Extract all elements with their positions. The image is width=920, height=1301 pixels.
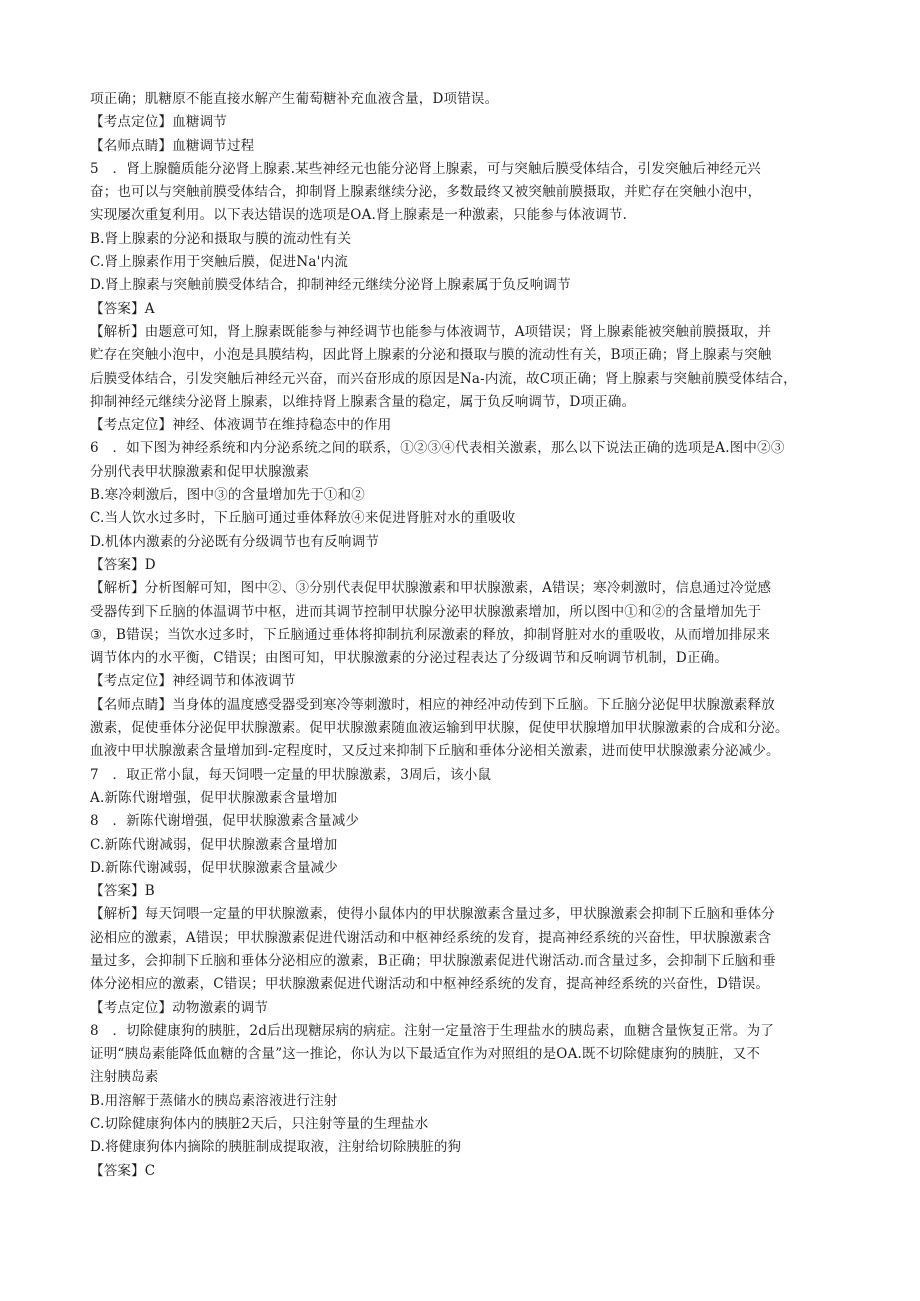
text-line: 调节体内的水平衡，C错误；由图可知，甲状腺激素的分泌过程表达了分级调节和反响调节机制，D正确。 — [90, 650, 729, 667]
text-line: 【解析】由题意可知，肾上腺素既能参与神经调节也能参与体液调节，A项错误；肾上腺素能被突触前膜摄取，并 — [90, 323, 772, 340]
text-line: D.将健康狗体内摘除的胰脏制成提取液，注射给切除胰脏的狗 — [90, 1139, 462, 1156]
text-line: 【答案】B — [90, 883, 155, 900]
text-line: D.新陈代谢减弱，促甲状腺激素含量减少 — [90, 859, 338, 876]
text-line: 受器传到下丘脑的体温调节中枢，进而其调节控制甲状腺分泌甲状腺激素增加，所以图中①和②的含量增加先于 — [90, 603, 762, 620]
text-line: C.当人饮水过多时，下丘脑可通过垂体释放④来促进肾脏对水的重吸收 — [90, 510, 516, 527]
text-line: A.新陈代谢增强，促甲状腺激素含量增加 — [90, 789, 338, 806]
text-line: D.机体内激素的分泌既有分级调节也有反响调节 — [90, 533, 380, 550]
text-line: 【考点定位】神经调节和体液调节 — [90, 673, 296, 690]
text-line: 后膜受体结合，引发突触后神经元兴奋，而兴奋形成的原因是Na-内流，故C项正确；肾上腺素与突触前膜受体结合， — [90, 370, 797, 387]
text-line: 【考点定位】血糖调节 — [90, 114, 227, 131]
text-line: 注射胰岛素 — [90, 1069, 159, 1086]
text-line: 【名师点睛】血糖调节过程 — [90, 137, 255, 154]
text-line: 分别代表甲状腺激素和促甲状腺激素 — [90, 463, 310, 480]
text-line: 【答案】A — [90, 300, 155, 317]
text-line: 【名师点睛】当身体的温度感受器受到寒冷等刺激时，相应的神经冲动传到下丘脑。下丘脑分泌促甲状腺激素释放 — [90, 696, 775, 713]
text-line: 8 ．切除健康狗的胰脏，2d后出现糖尿病的病症。注射一定量溶于生理盐水的胰岛素，血糖含量恢复正常。为了 — [90, 1022, 775, 1039]
text-line: 奋；也可以与突触前膜受体结合，抑制肾上腺素继续分泌，多数最终又被突触前膜摄取，并贮存在突触小泡中， — [90, 184, 762, 201]
text-line: B.寒冷刺激后，图中③的含量增加先于①和② — [90, 487, 365, 504]
text-line: B.肾上腺素的分泌和摄取与膜的流动性有关 — [90, 230, 352, 247]
text-line: 8 ．新陈代谢增强，促甲状腺激素含量减少 — [90, 813, 360, 830]
text-line: 实现屡次重复利用。以下表达错误的选项是OA.肾上腺素是一种激素，只能参与体液调节. — [90, 207, 628, 224]
text-line: 【答案】D — [90, 556, 156, 573]
text-line: 贮存在突触小泡中，小泡是具膜结构，因此肾上腺素的分泌和摄取与膜的流动性有关，B项正确；肾上腺素与突触 — [90, 347, 772, 364]
text-line: 体分泌相应的激素，C错误；甲状腺激素促进代谢活动和中枢神经系统的发育，提高神经系统的兴奋性，D错误。 — [90, 976, 770, 993]
text-line: 证明“胰岛素能降低血糖的含量”这一推论，你认为以下最适宜作为对照组的是OA.既不切除健康狗的胰脏，又不 — [90, 1046, 761, 1063]
text-line: 6 ．如下图为神经系统和内分泌系统之间的联系，①②③④代表相关激素，那么以下说法正确的选项是A.图中②③ — [90, 440, 785, 457]
text-line: D.肾上腺素与突触前膜受体结合，抑制神经元继续分泌肾上腺素属于负反响调节 — [90, 277, 571, 294]
text-line: 抑制神经元继续分泌肾上腺素，以维持肾上腺素含量的稳定，属于负反响调节，D项正确。 — [90, 393, 636, 410]
text-line: 【解析】每天饲喂一定量的甲状腺激素，使得小鼠体内的甲状腺激素含量过多，甲状腺激素会抑制下丘脑和垂体分 — [90, 906, 775, 923]
text-line: 项正确；肌糖原不能直接水解产生葡萄糖补充血液含量，D项错误。 — [90, 91, 499, 107]
text-line: 【解析】分析图解可知，图中②、③分别代表促甲状腺激素和甲状腺激素，A错误；寒冷刺激时，信息通过冷觉感 — [90, 580, 772, 597]
text-line: 【答案】C — [90, 1162, 156, 1179]
text-line: 5 ．肾上腺髓质能分泌肾上腺素.某些神经元也能分泌肾上腺素，可与突触后膜受体结合，引发突触后神经元兴 — [90, 160, 761, 177]
text-line: B.用溶解于蒸储水的胰岛素溶液进行注射 — [90, 1092, 338, 1109]
text-line: 血液中甲状腺激素含量增加到-定程度时，又反过来抑制下丘脑和垂体分泌相关激素，进而使甲状腺激素分泌减少。 — [90, 743, 780, 760]
text-line: 激素，促使垂体分泌促甲状腺激素。促甲状腺激素随血液运输到甲状腺，促使甲状腺增加甲状腺激素的合成和分泌。 — [90, 720, 789, 737]
text-line: 【考点定位】动物激素的调节 — [90, 999, 269, 1016]
text-line: 【考点定位】神经、体液调节在维持稳态中的作用 — [90, 417, 392, 434]
document-page — [90, 88, 840, 1183]
text-line: C.切除健康狗体内的胰脏2天后，只注射等量的生理盐水 — [90, 1116, 429, 1133]
text-line: 泌相应的激素，A错误；甲状腺激素促进代谢活动和中枢神经系统的发育，提高神经系统的兴奋性，甲状腺激素含 — [90, 929, 772, 946]
text-line: ③，B错误；当饮水过多时，下丘脑通过垂体将抑制抗利尿激素的释放，抑制肾脏对水的重吸收，从而增加排尿来 — [90, 626, 771, 643]
text-line: 量过多，会抑制下丘脑和垂体分泌相应的激素，B正确；甲状腺激素促进代谢活动.而含量过多，会抑制下丘脑和垂 — [90, 952, 776, 969]
text-line: C.肾上腺素作用于突触后膜，促进Na'内流 — [90, 254, 348, 271]
text-line: C.新陈代谢减弱，促甲状腺激素含量增加 — [90, 836, 338, 853]
text-line: 7 ．取正常小鼠，每天饲喂一定量的甲状腺激素，3周后，该小鼠 — [90, 766, 492, 783]
